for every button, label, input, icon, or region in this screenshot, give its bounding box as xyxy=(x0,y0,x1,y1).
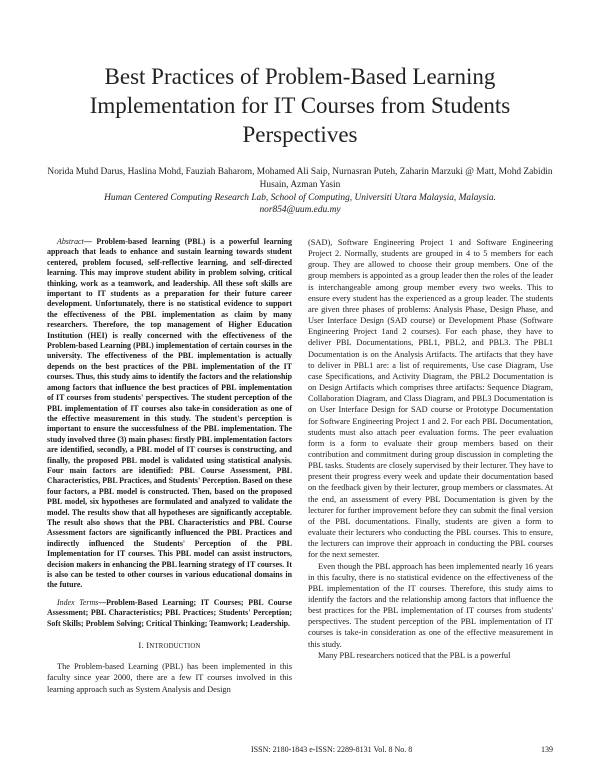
abstract xyxy=(47,237,292,591)
section-number: I. xyxy=(138,640,144,651)
affiliation: Human Centered Computing Research Lab, School of Computing, Universiti Utara Malaysia, Malaysia. xyxy=(104,193,496,203)
index-terms-label: Index Terms xyxy=(57,597,99,607)
left-column xyxy=(47,237,292,695)
section-title-first-letter: I xyxy=(146,640,150,651)
footer-issn: ISSN: 2180-1843 e-ISSN: 2289-8131 Vol. 8 No. 8 xyxy=(251,745,413,754)
intro-paragraph: The Problem-based Learning (PBL) has been implemented in this faculty since year 2000, there are a few IT courses involved in this learning approach such as System Analysis and Design xyxy=(47,662,292,694)
right-column xyxy=(308,237,553,661)
body-paragraph-2: Even though the PBL approach has been implemented nearly 16 years in this faculty, there is no statistical evidence on the effectiveness of the PBL implementation of the IT courses. Therefore, this study aims to identify the factors and the relationship among factors that influence the best practices for the PBL implementation of IT courses from students' perspectives. The student perception of the PBL implementation of IT courses is take-in consideration as one of the effective measurement in this study. xyxy=(308,561,553,649)
index-terms-text: —Problem-Based Learning; IT Courses; PBL Course Assessment; PBL Characteristics; PBL Practices; Students' Perception; Soft Skills; Problem Solving; Critical Thinking; Teamwork; Leadership. xyxy=(47,597,292,628)
body-paragraph-1: (SAD), Software Engineering Project 1 and Software Engineering Project 2. Normally, students are grouped in 4 to 5 members for each group. They are allowed to choose their group members. One of the group members is appointed as a group leader then the roles of the leader is interchangeable among group member every two weeks. This to ensure every student has the experienced as a group leader. The students are given three phases of problems: Analysis Phase, Design Phase, and User Interface Design (SAD course) or Development Phase (Software Engineering Project 1and 2 courses). For each phase, they have to deliver PBL Documentations, PBL1, PBL2, and PBL3. The PBL1 Documentation is on the Analysis Artifacts. The artifacts that they have to deliver in PBL1 are: a list of requirements, Use case Diagram, Use case Specifications, and Activity Diagram, the PBL2 Documentation is on Design Artifacts which comprises three artifacts: Sequence Diagram, Collaboration Diagram, and Class Diagram, and PBL3 Documentation is on User Interface Design for SAD course or Prototype Documentation for Software Engineering Project 1 and 2. For each PBL Documentation, students must also attach peer evaluation forms. The peer evaluation form is a form to evaluate their group members based on their contribution and commitment during group discussion in completing the PBL tasks. Students are closely supervised by their lecturer. They have to present their progress every week and update their documentation based on the feedback given by their lecturer, group members or classmates. At the end, an assessment of every PBL Documentation is given by the lecturer for further improvement before they can submit the final version of the PBL documentations. Finally, students are given a form to evaluate their lecturers who conducting the PBL courses. This to ensure, the lecturers can improve their approach in conducting the PBL courses for the next semester. xyxy=(308,238,553,560)
author-list: Norida Muhd Darus, Haslina Mohd, Fauziah Baharom, Mohamed Ali Saip, Nurnasran Puteh, Zaharin Marzuki @ Matt, Mohd Zabidin Husain, Azman Yasin xyxy=(47,167,553,190)
affiliation-block xyxy=(40,192,560,216)
index-terms xyxy=(47,598,292,629)
section-title-rest: NTRODUCTION xyxy=(149,643,201,651)
paper-title: Best Practices of Problem-Based Learning Implementation for IT Courses from Students Perspectives xyxy=(89,64,511,147)
abstract-label: Abstract xyxy=(57,237,84,246)
section-heading-introduction xyxy=(47,640,292,652)
author-email: nor854@uum.edu.my xyxy=(259,205,341,215)
abstract-text: — Problem-based learning (PBL) is a powerful learning approach that leads to enhance and sustain learning towards student centered, problem focused, self-reflective learning, and self-directed learning. This may improve student ability in problem solving, critical thinking, work as a teamwork, and leadership. All these soft skills are important to IT students as a preparation for their future career development. Unfortunately, there is no statistical evidence to support the effectiveness of the PBL implementation as claim by many researchers. Therefore, the top management of Higher Education Institution (HEI) is really concerned with the effectiveness of the Problem-based Learning (PBL) implementation of certain courses in the university. The effectiveness of the PBL implementation is actually depends on the best practices of the PBL implementation of the IT courses. Thus, this study aims to identify the factors and the relationship among factors that influence the best practices of PBL implementation of IT courses from students' perspectives. The student perception of the PBL implementation of IT courses also take-in consideration as one of the effective measurement in this study. The student's perception is important to ensure the successfulness of the PBL implementation. The study involved three (3) main phases: firstly PBL implementation factors are identified, secondly, a PBL model of IT courses is constructing, and finally, the proposed PBL model is validated using statistical analysis. Four main factors are identified: PBL Course Assessment, PBL Characteristics, PBL Practices, and Students' Perception. Based on these four factors, a PBL model is constructed. Then, based on the proposed PBL model, six hypotheses are formulated and analyzed to validate the model. The results show that all hypotheses are significantly acceptable. The result also shows that the PBL Characteristics and PBL Course Assessment factors are significantly influenced the PBL Practices and indirectly influenced the Students' Perception of the PBL Implementation for IT courses. This PBL model can assist instructors, decision makers in enhancing the PBL learning strategy of IT courses. It is also can be tested to other courses in various educational domains in the future. xyxy=(47,237,292,590)
body-paragraph-3: Many PBL researchers noticed that the PBL is a powerful xyxy=(318,650,511,660)
page-number: 139 xyxy=(541,745,553,754)
